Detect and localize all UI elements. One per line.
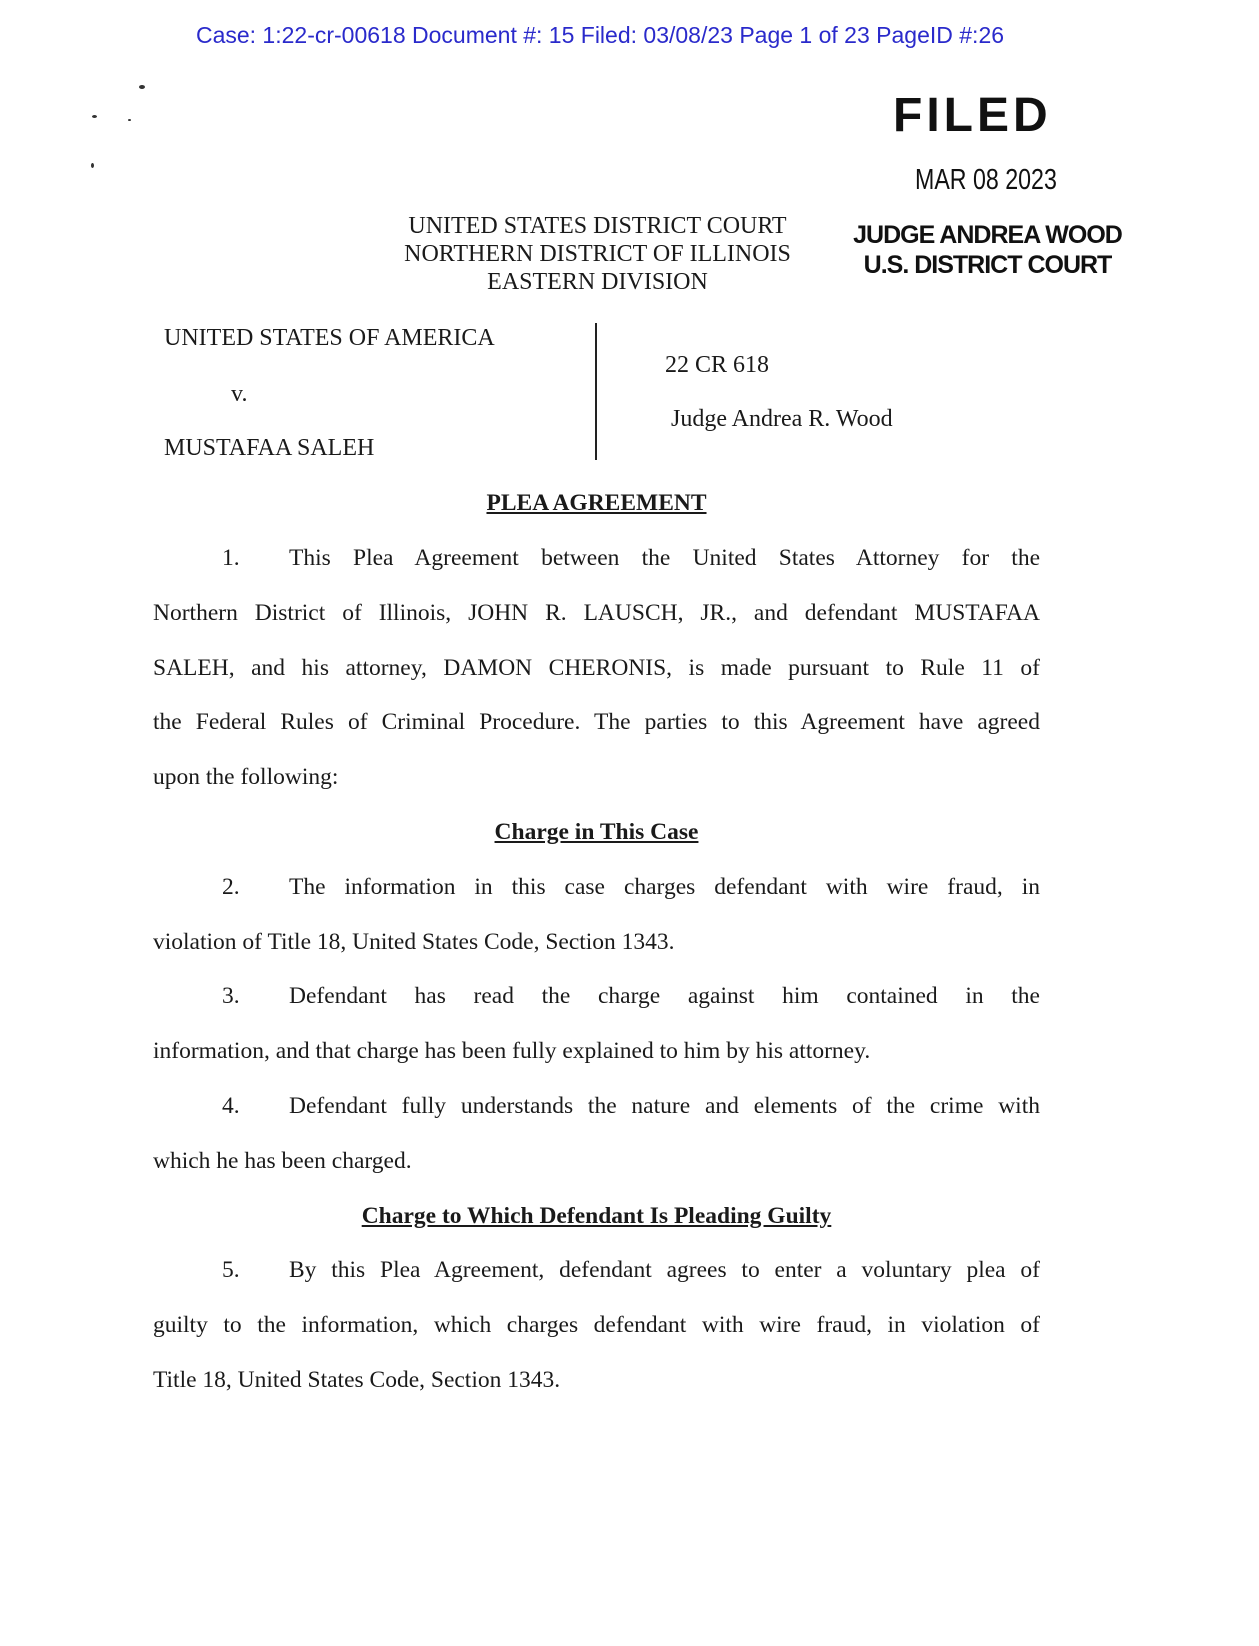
paragraph-number: 3. (222, 983, 240, 1009)
filed-stamp-date: MAR 08 2023 (915, 164, 1057, 196)
paragraph-text: information, and that charge has been fully explained to him by his attorney. (153, 1038, 871, 1064)
paragraph-text: This Plea Agreement between the United States Attorney for the (289, 545, 1040, 571)
paragraph-text: SALEH, and his attorney, DAMON CHERONIS, is made pursuant to Rule 11 of (153, 655, 1040, 681)
paragraph-text: violation of Title 18, United States Code, Section 1343. (153, 929, 675, 955)
paragraph-line (153, 1255, 1040, 1285)
assigned-judge: Judge Andrea R. Wood (671, 406, 893, 432)
paragraph-line (153, 1310, 1040, 1340)
paragraph-line (153, 1091, 1040, 1121)
paragraph-number: 5. (222, 1257, 240, 1283)
paragraph-text: By this Plea Agreement, defendant agrees to enter a voluntary plea of (289, 1257, 1040, 1283)
paragraph-line (153, 981, 1040, 1011)
paragraph-line (153, 1036, 1040, 1066)
scan-speck (92, 115, 97, 118)
filed-stamp-line1: JUDGE ANDREA WOOD (853, 221, 1122, 249)
court-line1: UNITED STATES DISTRICT COURT (408, 213, 787, 239)
caption-versus: v. (231, 381, 248, 407)
caption-plaintiff: UNITED STATES OF AMERICA (164, 325, 495, 351)
paragraph-text: the Federal Rules of Criminal Procedure. The parties to this Agreement have agreed (153, 709, 1040, 735)
paragraph-text: Title 18, United States Code, Section 1343. (153, 1367, 561, 1393)
filed-stamp-judge (845, 220, 1130, 280)
paragraph-text: upon the following: (153, 764, 339, 790)
paragraph-line (153, 762, 1040, 792)
caption-divider (595, 323, 597, 460)
ecf-header-stamp: Case: 1:22-cr-00618 Document #: 15 Filed: 03/08/23 Page 1 of 23 PageID #:26 (195, 22, 1005, 48)
section-heading: Charge in This Case (494, 819, 699, 845)
scan-speck (128, 119, 131, 121)
paragraph-line (153, 1365, 1040, 1395)
caption-defendant: MUSTAFAA SALEH (164, 435, 375, 461)
paragraph-text: Defendant fully understands the nature and elements of the crime with (289, 1093, 1040, 1119)
paragraph-text: Defendant has read the charge against him contained in the (289, 983, 1040, 1009)
court-line2: NORTHERN DISTRICT OF ILLINOIS (404, 241, 791, 267)
paragraph-line (153, 543, 1040, 573)
paragraph-number: 4. (222, 1093, 240, 1119)
paragraph-number: 1. (222, 545, 240, 571)
court-heading (380, 212, 815, 296)
paragraph-text: Northern District of Illinois, JOHN R. LAUSCH, JR., and defendant MUSTAFAA (153, 600, 1040, 626)
scan-speck (91, 163, 94, 168)
document-title: PLEA AGREEMENT (486, 490, 707, 516)
court-line3: EASTERN DIVISION (487, 269, 708, 295)
paragraph-line (153, 707, 1040, 737)
paragraph-text: guilty to the information, which charges defendant with wire fraud, in violation of (153, 1312, 1040, 1338)
filed-stamp-title: FILED (893, 89, 1052, 142)
paragraph-line (153, 927, 1040, 957)
filed-stamp-line2: U.S. DISTRICT COURT (863, 251, 1112, 279)
paragraph-line (153, 872, 1040, 902)
paragraph-text: The information in this case charges defendant with wire fraud, in (289, 874, 1040, 900)
scan-speck (139, 85, 145, 89)
section-heading: Charge to Which Defendant Is Pleading Guilty (361, 1203, 832, 1229)
paragraph-line (153, 598, 1040, 628)
paragraph-line (153, 653, 1040, 683)
paragraph-text: which he has been charged. (153, 1148, 412, 1174)
paragraph-line (153, 1146, 1040, 1176)
case-number: 22 CR 618 (665, 352, 770, 378)
paragraph-number: 2. (222, 874, 240, 900)
